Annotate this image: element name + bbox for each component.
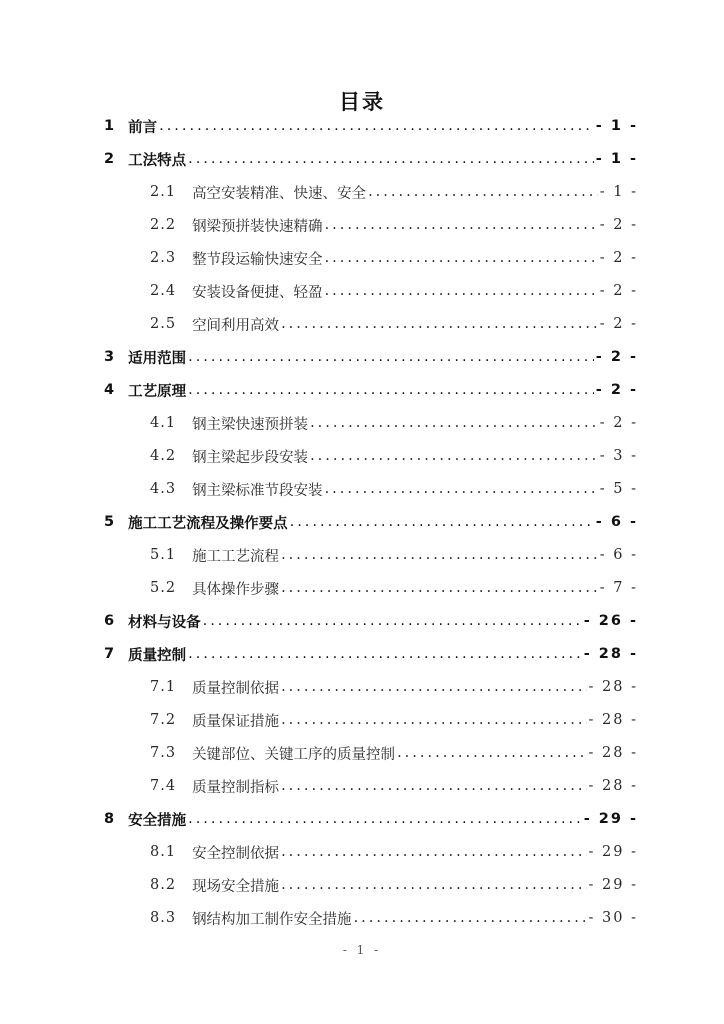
toc-entry-number: 8.2 — [150, 877, 177, 893]
toc-entry-title: 钢结构加工制作安全措施 — [192, 911, 352, 928]
toc-entry-number: 1 — [104, 118, 115, 134]
toc-entry-page: - 2 - — [599, 250, 638, 266]
toc-entry[interactable] — [104, 804, 638, 834]
toc-entry[interactable] — [150, 210, 638, 240]
toc-entry-number: 2.4 — [150, 283, 177, 299]
toc-entry-title: 质量控制 — [128, 647, 187, 664]
toc-entry-page: - 28 - — [588, 679, 638, 695]
toc-leader-dots — [397, 745, 586, 761]
toc-entry-title: 现场安全措施 — [192, 878, 280, 895]
toc-entry-page: - 28 - — [588, 712, 638, 728]
toc-entry[interactable] — [150, 705, 638, 735]
toc-entry-page: - 7 - — [599, 580, 638, 596]
toc-leader-dots — [325, 250, 598, 266]
toc-entry[interactable] — [150, 540, 638, 570]
toc-entry-number: 5.1 — [150, 547, 177, 563]
toc-entry-title: 工法特点 — [128, 152, 187, 169]
toc-entry-title: 质量控制依据 — [192, 680, 280, 697]
toc-entry[interactable] — [150, 474, 638, 504]
toc-entry-number: 7.2 — [150, 712, 177, 728]
toc-entry-title: 空间利用高效 — [192, 317, 280, 334]
toc-entry-number: 2 — [104, 151, 115, 167]
toc-leader-dots — [188, 382, 594, 398]
toc-entry[interactable] — [150, 738, 638, 768]
toc-leader-dots — [281, 580, 598, 596]
toc-entry-page: - 2 - — [599, 415, 638, 431]
toc-entry-title: 高空安装精准、快速、安全 — [192, 185, 367, 202]
toc-entry-number: 4.2 — [150, 448, 177, 464]
toc-entry-title: 材料与设备 — [128, 614, 201, 631]
toc-entry[interactable] — [150, 771, 638, 801]
toc-entry-title: 钢主梁标准节段安装 — [192, 482, 323, 499]
toc-leader-dots — [281, 316, 598, 332]
toc-entry[interactable] — [150, 177, 638, 207]
toc-entry-title: 质量控制指标 — [192, 779, 280, 796]
toc-entry-number: 2.1 — [150, 184, 177, 200]
toc-entry[interactable] — [150, 309, 638, 339]
toc-entry-page: - 1 - — [595, 118, 638, 134]
toc-entry-title: 工艺原理 — [128, 383, 187, 400]
toc-entry-title: 整节段运输快速安全 — [192, 251, 323, 268]
toc-leader-dots — [281, 712, 586, 728]
toc-entry-page: - 2 - — [595, 382, 638, 398]
toc-entry-page: - 26 - — [583, 613, 638, 629]
toc-leader-dots — [325, 217, 598, 233]
toc-entry-number: 3 — [104, 349, 115, 365]
toc-entry-number: 2.5 — [150, 316, 177, 332]
toc-leader-dots — [368, 184, 598, 200]
page-number: - 1 - — [342, 943, 382, 957]
toc-entry-title: 质量保证措施 — [192, 713, 280, 730]
toc-entry-page: - 1 - — [599, 184, 638, 200]
toc-leader-dots — [203, 613, 582, 629]
toc-entry[interactable] — [150, 573, 638, 603]
toc-entry-page: - 29 - — [588, 877, 638, 893]
toc-entry-page: - 29 - — [583, 811, 638, 827]
toc-entry-number: 7 — [104, 646, 115, 662]
toc-entry-number: 8 — [104, 811, 115, 827]
toc-leader-dots — [325, 481, 598, 497]
toc-entry-number: 6 — [104, 613, 115, 629]
toc-entry-number: 4.3 — [150, 481, 177, 497]
toc-entry-page: - 28 - — [588, 745, 638, 761]
toc-leader-dots — [281, 844, 586, 860]
toc-entry-number: 7.4 — [150, 778, 177, 794]
toc-leader-dots — [281, 877, 586, 893]
toc-entry-number: 7.1 — [150, 679, 177, 695]
toc-entry-number: 2.2 — [150, 217, 177, 233]
toc-entry-number: 8.3 — [150, 910, 177, 926]
toc-leader-dots — [310, 448, 598, 464]
toc-entry-page: - 2 - — [599, 316, 638, 332]
toc-entry-page: - 2 - — [599, 217, 638, 233]
toc-entry-title: 钢梁预拼装快速精确 — [192, 218, 323, 235]
toc-entry[interactable] — [104, 507, 638, 537]
toc-entry-page: - 30 - — [588, 910, 638, 926]
toc-entry-page: - 3 - — [599, 448, 638, 464]
toc-entry-page: - 6 - — [599, 547, 638, 563]
toc-leader-dots — [281, 778, 586, 794]
toc-entry[interactable] — [150, 243, 638, 273]
toc-entry[interactable] — [104, 639, 638, 669]
toc-entry-title: 安装设备便捷、轻盈 — [192, 284, 323, 301]
toc-leader-dots — [188, 811, 582, 827]
toc-entry-number: 5.2 — [150, 580, 177, 596]
toc-leader-dots — [188, 646, 582, 662]
toc-entry-page: - 29 - — [588, 844, 638, 860]
toc-entry[interactable] — [150, 441, 638, 471]
toc-title: 目录 — [339, 90, 385, 114]
toc-entry-title: 关键部位、关键工序的质量控制 — [192, 746, 396, 763]
toc-entry[interactable] — [150, 672, 638, 702]
toc-leader-dots — [159, 118, 594, 134]
toc-leader-dots — [325, 283, 598, 299]
toc-leader-dots — [188, 349, 594, 365]
toc-entry-number: 2.3 — [150, 250, 177, 266]
toc-entry-title: 施工工艺流程及操作要点 — [128, 515, 288, 532]
toc-entry-number: 4.1 — [150, 415, 177, 431]
toc-entry-title: 安全措施 — [128, 812, 187, 829]
toc-leader-dots — [281, 547, 598, 563]
toc-entry-number: 5 — [104, 514, 115, 530]
toc-entry[interactable] — [104, 144, 638, 174]
toc-entry-page: - 28 - — [588, 778, 638, 794]
toc-leader-dots — [188, 151, 594, 167]
toc-entry[interactable] — [150, 408, 638, 438]
toc-entry[interactable] — [150, 903, 638, 933]
toc-entry-title: 适用范围 — [128, 350, 187, 367]
toc-entry[interactable] — [104, 606, 638, 636]
toc-entry-title: 钢主梁快速预拼装 — [192, 416, 309, 433]
toc-entry-number: 4 — [104, 382, 115, 398]
toc-entry[interactable] — [104, 375, 638, 405]
toc-entry-number: 8.1 — [150, 844, 177, 860]
toc-leader-dots — [354, 910, 587, 926]
toc-entry[interactable] — [150, 276, 638, 306]
toc-entry-title: 钢主梁起步段安装 — [192, 449, 309, 466]
toc-leader-dots — [281, 679, 586, 695]
toc-entry-page: - 1 - — [595, 151, 638, 167]
toc-entry-page: - 2 - — [595, 349, 638, 365]
toc-entry-title: 前言 — [128, 119, 158, 136]
toc-entry-title: 安全控制依据 — [192, 845, 280, 862]
toc-entry-page: - 2 - — [599, 283, 638, 299]
toc-entry-title: 具体操作步骤 — [192, 581, 280, 598]
toc-entry-page: - 5 - — [599, 481, 638, 497]
toc-leader-dots — [310, 415, 598, 431]
toc-entry-page: - 6 - — [595, 514, 638, 530]
toc-entry-page: - 28 - — [583, 646, 638, 662]
toc-entry-title: 施工工艺流程 — [192, 548, 280, 565]
toc-entry[interactable] — [104, 111, 638, 141]
toc-leader-dots — [290, 514, 594, 530]
toc-entry[interactable] — [150, 837, 638, 867]
toc-entry-number: 7.3 — [150, 745, 177, 761]
toc-entry[interactable] — [104, 342, 638, 372]
toc-entry[interactable] — [150, 870, 638, 900]
